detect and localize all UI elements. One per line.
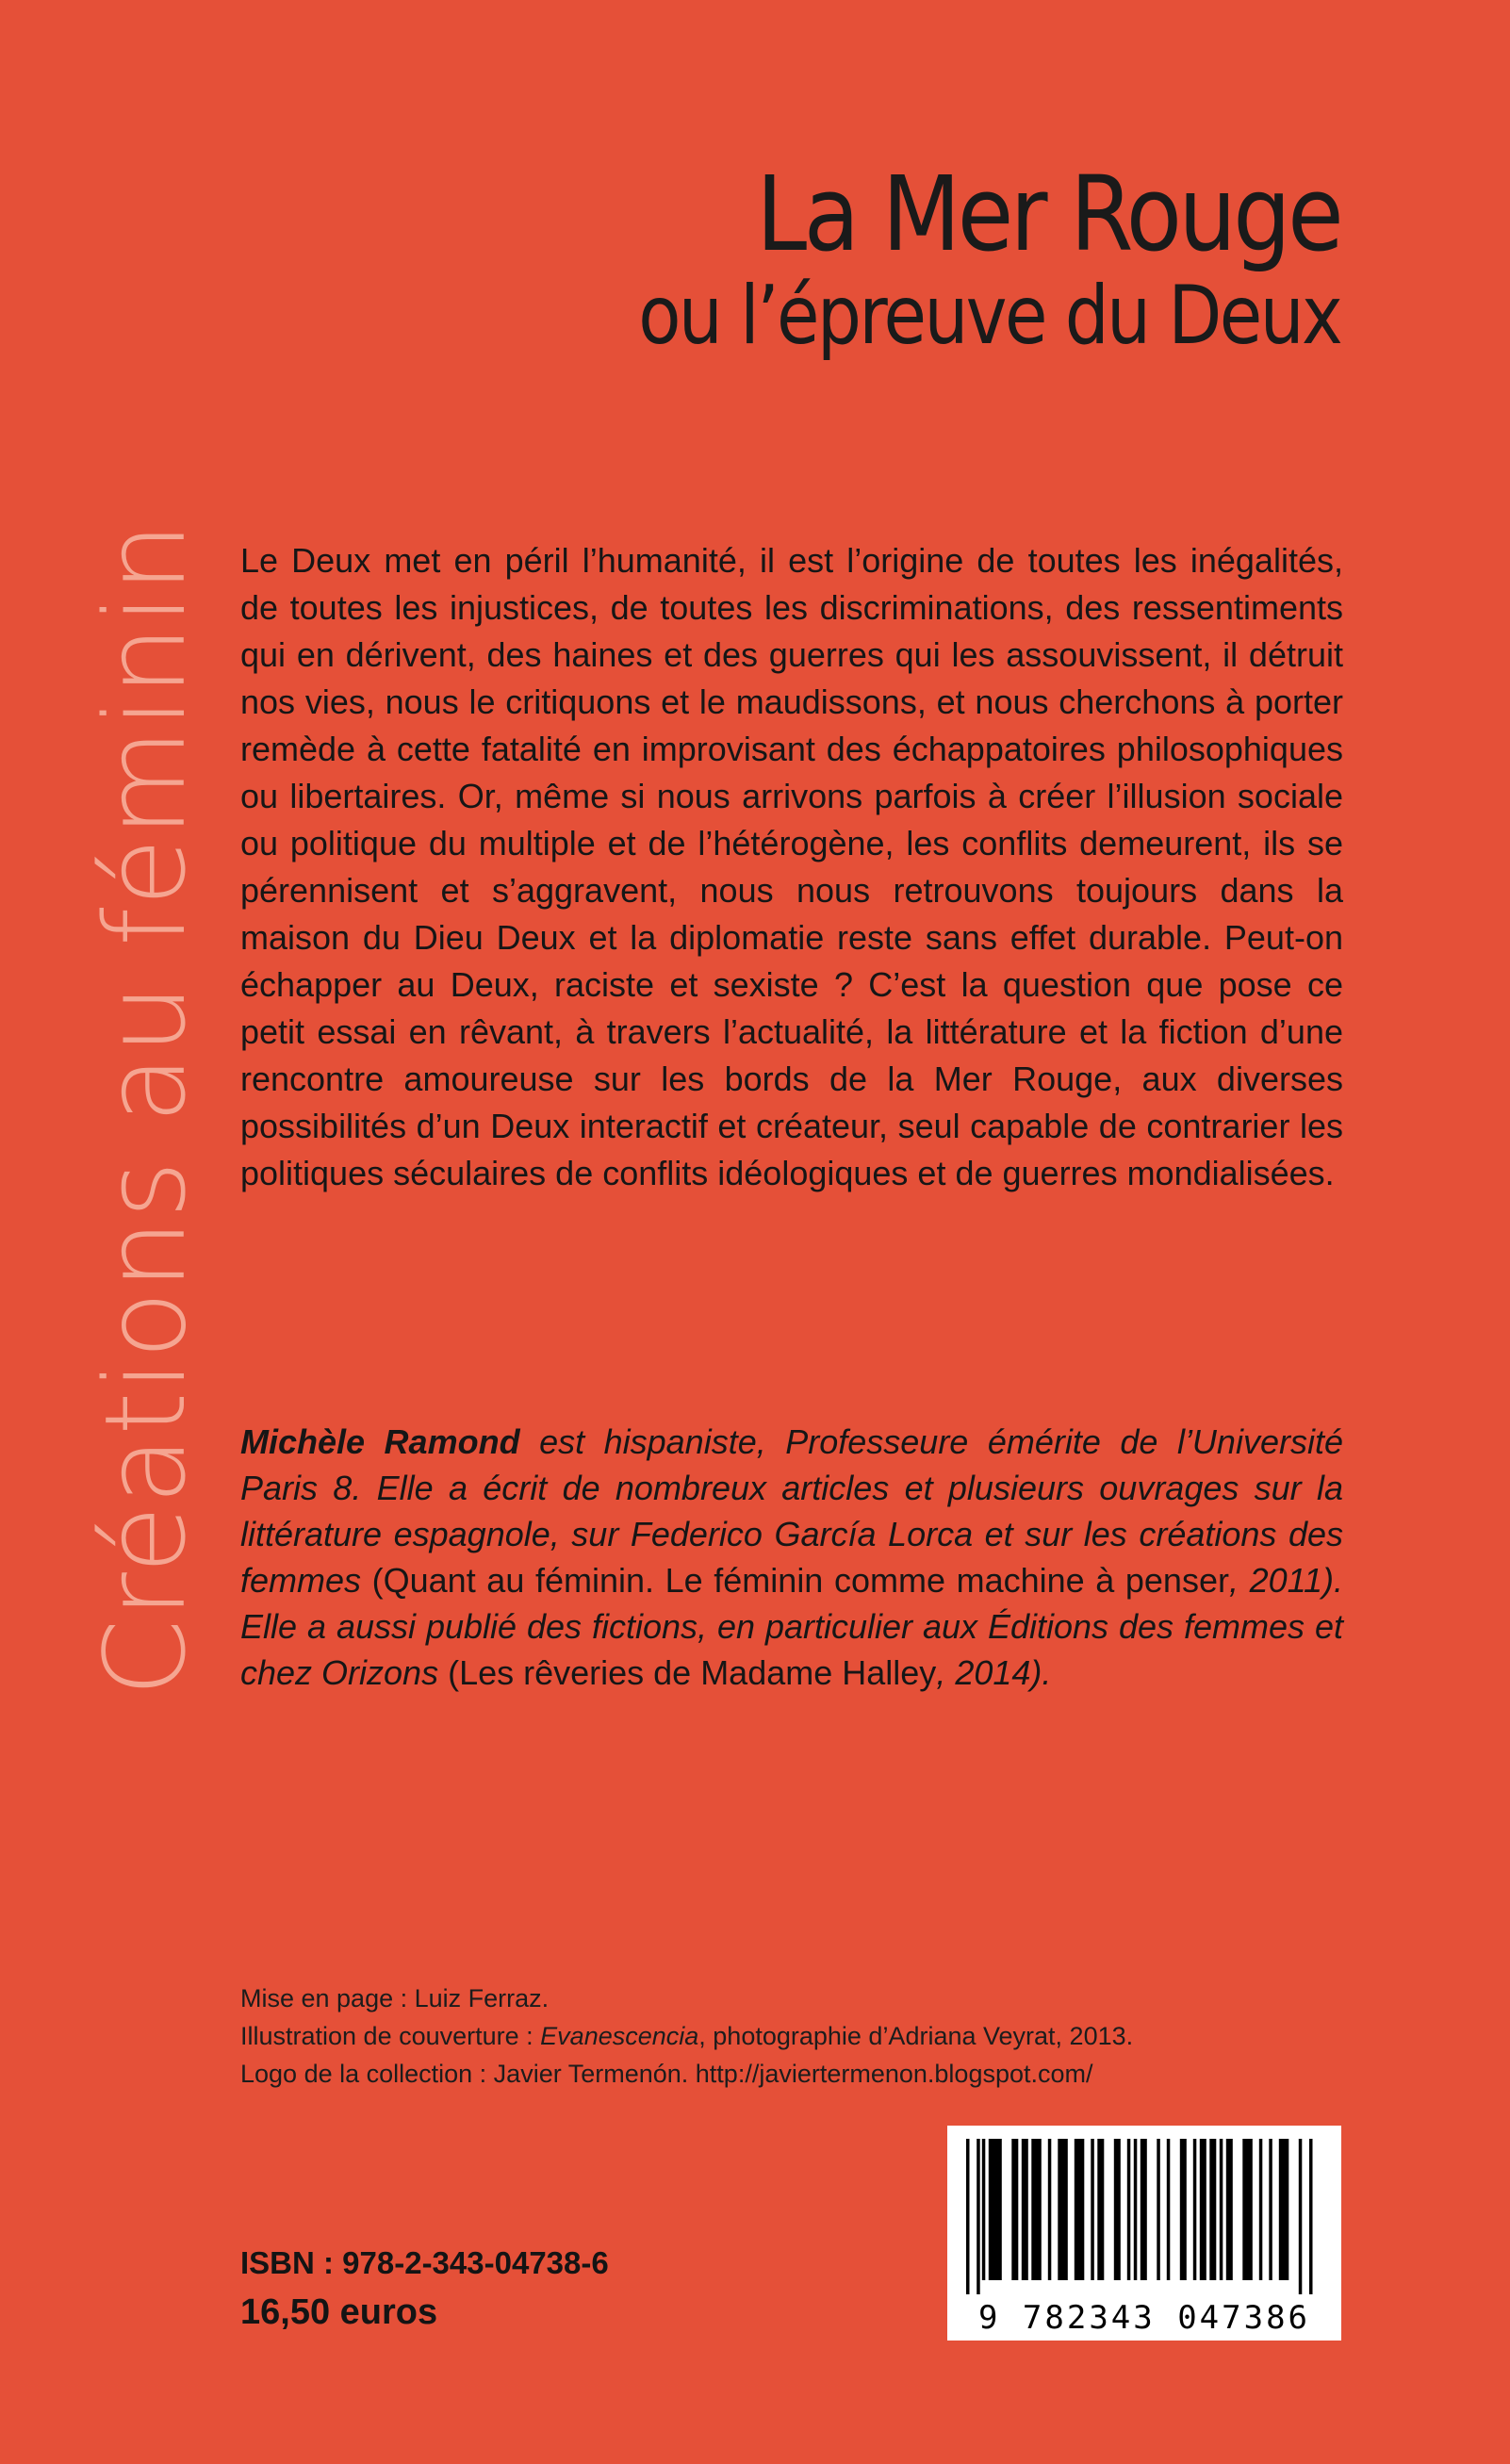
barcode-bar	[1200, 2139, 1206, 2280]
collection-name: Créations au féminin	[80, 520, 210, 1697]
barcode-bar	[982, 2139, 986, 2280]
barcode-bar	[1220, 2139, 1223, 2280]
barcode-bar	[1075, 2139, 1085, 2280]
book-subtitle: ou l’épreuve du Deux	[638, 268, 1340, 363]
barcode-bar	[977, 2139, 980, 2294]
barcode-bar	[1031, 2139, 1042, 2280]
bio-text-1: est hispaniste, Professeure émérite de l’Université Paris 8. Elle a écrit de nombreux articles et plusieurs ouvrages sur la littérature espagnole, sur Federico García Lorca et sur les créations des femmes	[240, 1422, 1343, 1600]
barcode-bar	[1114, 2139, 1121, 2280]
barcode-bar	[1269, 2139, 1272, 2280]
logo-credit: Logo de la collection : Javier Termenón. http://javiertermenon.blogspot.com/	[240, 2060, 1093, 2088]
barcode-bar	[1242, 2139, 1253, 2280]
barcode-bar	[1091, 2139, 1094, 2280]
barcode-bar	[1180, 2139, 1187, 2280]
layout-credit: Mise en page : Luiz Ferraz.	[240, 1984, 550, 2012]
barcode-bar	[966, 2139, 970, 2294]
book-blurb	[240, 537, 1343, 1197]
illustration-prefix: Illustration de couverture :	[240, 2022, 541, 2050]
barcode-bar	[1309, 2139, 1313, 2294]
barcode-bar	[1299, 2139, 1303, 2294]
barcode-bar	[1141, 2139, 1147, 2280]
author-name: Michèle Ramond	[240, 1422, 520, 1461]
barcode-digits: 9 782343 047386	[977, 2299, 1311, 2337]
bio-work-1: (Quant au féminin. Le féminin comme machine à penser	[371, 1561, 1229, 1600]
barcode-bars	[966, 2139, 1322, 2294]
illustration-suffix: , photographie d’Adriana Veyrat, 2013.	[698, 2022, 1134, 2050]
author-bio	[240, 1419, 1343, 1696]
bio-work-2: (Les rêveries de Madame Halley	[448, 1653, 937, 1692]
price: 16,50 euros	[240, 2292, 438, 2332]
barcode-bar	[1259, 2139, 1263, 2280]
barcode-bar	[1226, 2139, 1233, 2280]
barcode-bar	[1097, 2139, 1104, 2280]
isbn: ISBN : 978-2-343-04738-6	[240, 2245, 609, 2280]
book-title: La Mer Rouge	[756, 154, 1340, 274]
illustration-title: Evanescencia	[540, 2022, 699, 2050]
barcode-bar	[1157, 2139, 1160, 2280]
blurb-text: Le Deux met en péril l’humanité, il est l’origine de toutes les inégalités, de toutes les injustices, de toutes les discriminations, des ressentiments qui en dérivent, des haines et des guerres qui les assouvissent, il détruit nos vies, nous le critiquons et le maudissons, et nous cherchons à porter remède à cette fatalité en improvisant des échappatoires philosophiques ou libertaires. Or, même si nous arrivons parfois à créer l’illusion sociale ou politique du multiple et de l’hétérogène, les conflits demeurent, ils se pérennisent et s’aggravent, nous nous retrouvons toujours dans la maison du Dieu Deux et la diplomatie reste sans effet durable. Peut-on échapper au Deux, raciste et sexiste ? C’est la question que pose ce petit essai en rêvant, à travers l’actualité, la littérature et la fiction d’une rencontre amoureuse sur les bords de la Mer Rouge, aux diverses possibilités d’un Deux interactif et créateur, seul capable de contrarier les politiques séculaires de conflits idéologiques et de guerres mondialisées.	[240, 541, 1343, 1192]
barcode	[947, 2126, 1341, 2341]
barcode-bar	[1022, 2139, 1028, 2280]
barcode-bar	[1058, 2139, 1068, 2280]
illustration-credit	[240, 2017, 1371, 2055]
barcode-bar	[1011, 2139, 1018, 2280]
barcode-bar	[1279, 2139, 1289, 2280]
bio-text-2: , 2011). Elle a aussi publié des fictions, en particulier aux Éditions des femmes et chez Orizons	[240, 1561, 1343, 1692]
bio-paragraph	[240, 1419, 1343, 1696]
barcode-bar	[1167, 2139, 1171, 2280]
barcode-bar	[1127, 2139, 1131, 2280]
bio-text-3: , 2014).	[936, 1653, 1052, 1692]
title-block	[524, 154, 1340, 363]
barcode-bar	[1209, 2139, 1216, 2280]
barcode-bar	[1048, 2139, 1052, 2280]
barcode-bar	[1134, 2139, 1138, 2280]
barcode-bar	[989, 2139, 1002, 2280]
credits	[240, 1979, 1371, 2093]
barcode-bar	[1193, 2139, 1197, 2280]
